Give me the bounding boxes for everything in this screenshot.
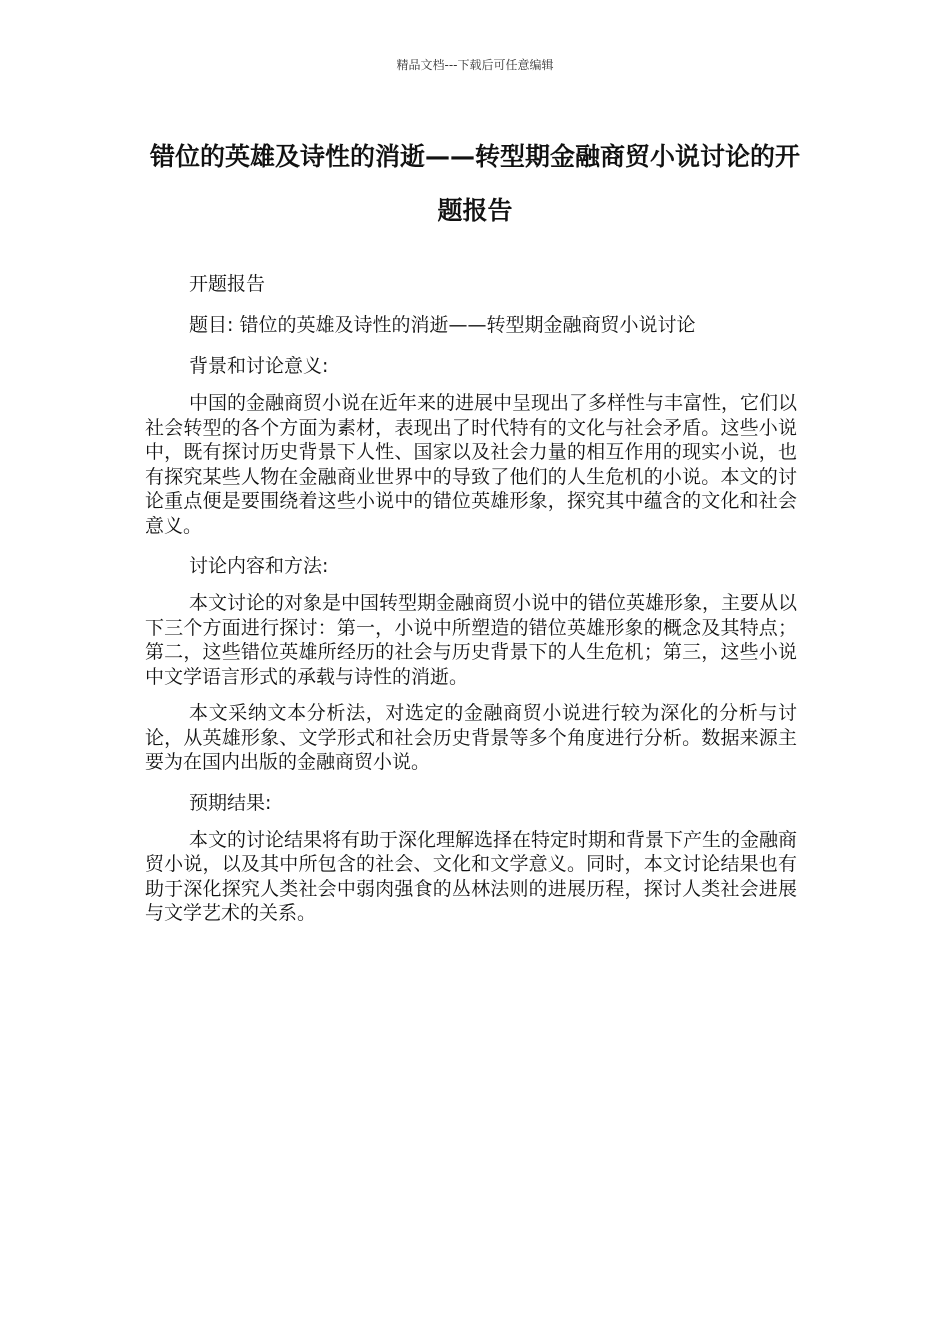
content-paragraph-2: 本文采纳文本分析法，对选定的金融商贸小说进行较为深化的分析与讨论，从英雄形象、文学形式和社会历史背景等多个角度进行分析。数据来源主要为在国内出版的金融商贸小说。 — [145, 702, 797, 773]
document-body — [145, 268, 797, 938]
content-paragraph-1: 本文讨论的对象是中国转型期金融商贸小说中的错位英雄形象，主要从以下三个方面进行探讨：第一，小说中所塑造的错位英雄形象的概念及其特点；第二，这些错位英雄所经历的社会与历史背景下的人生危机；第三，这些小说中文学语言形式的承载与诗性的消逝。 — [145, 592, 798, 688]
report-label: 开题报告 — [189, 273, 266, 295]
results-paragraph: 本文的讨论结果将有助于深化理解选择在特定时期和背景下产生的金融商贸小说，以及其中所包含的社会、文化和文学意义。同时，本文讨论结果也有助于深化探究人类社会中弱肉强食的丛林法则的进展历程，探讨人类社会进展与文学艺术的关系。 — [145, 828, 798, 924]
topic-line: 题目: 错位的英雄及诗性的消逝——转型期金融商贸小说讨论 — [189, 314, 696, 336]
background-paragraph: 中国的金融商贸小说在近年来的进展中呈现出了多样性与丰富性，它们以社会转型的各个方面为素材，表现出了时代特有的文化与社会矛盾。这些小说中，既有探讨历史背景下人性、国家以及社会力量的相互作用的现实小说，也有探究某些人物在金融商业世界中的导致了他们的人生危机的小说。本文的讨论重点便是要围绕着这些小说中的错位英雄形象，探究其中蕴含的文化和社会意义。 — [145, 392, 798, 537]
document-title: 错位的英雄及诗性的消逝——转型期金融商贸小说讨论的开题报告 — [149, 142, 800, 225]
background-heading: 背景和讨论意义: — [189, 355, 329, 377]
results-heading: 预期结果: — [189, 791, 272, 814]
content-heading: 讨论内容和方法: — [189, 555, 329, 577]
header-note: 精品文档---下载后可任意编辑 — [396, 58, 554, 72]
